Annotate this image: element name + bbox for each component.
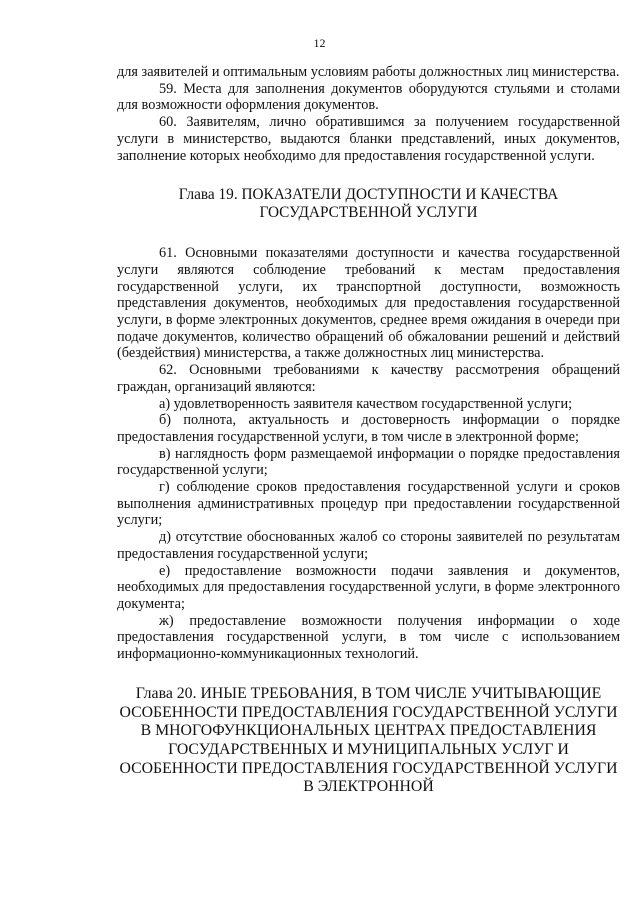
paragraph-61: 61. Основными показателями доступности и качества государственной услуги являются соблюдение требований к местам предоставления государственной услуги, их транспортной доступности, возможность представления документов, необходимых для предоставления государственной услуги, в форме электронных документов, среднее время ожидания в очереди при подаче документов, количество обращений об обжаловании решений и действий (бездействия) министерства, а также должностных лиц министерства. [117,245,620,362]
list-item-e: е) предоставление возможности подачи заявления и документов, необходимых для предоставления государственной услуги, в форме электронного документа; [117,562,620,612]
paragraph-62: 62. Основными требованиями к качеству рассмотрения обращений граждан, организаций являются: [117,362,620,395]
list-item-v: в) наглядность форм размещаемой информации о порядке предоставления государственной услуги; [117,445,620,479]
page-number: 12 [313,36,326,50]
list-item-b: б) полнота, актуальность и достоверность информации о порядке предоставления государственной услуги, в том числе в электронной форме; [117,412,620,445]
chapter-19-heading: Глава 19. ПОКАЗАТЕЛИ ДОСТУПНОСТИ И КАЧЕСТВА ГОСУДАРСТВЕННОЙ УСЛУГИ [178,186,559,222]
list-item-zh: ж) предоставление возможности получения информации о ходе предоставления государственной услуги, в том числе с использованием информационно-коммуникационных технологий. [117,612,620,663]
paragraph-60: 60. Заявителям, лично обратившимся за получением государственной услуги в министерство, выдаются бланки представлений, иных документов, заполнение которых необходимо для предоставления государственной услуги. [117,114,620,164]
list-item-d: д) отсутствие обоснованных жалоб со стороны заявителей по результатам предоставления государственной услуги; [117,529,620,562]
chapter-20-heading: Глава 20. ИНЫЕ ТРЕБОВАНИЯ, В ТОМ ЧИСЛЕ УЧИТЫВАЮЩИЕ ОСОБЕННОСТИ ПРЕДОСТАВЛЕНИЯ ГОСУДАРСТВЕННОЙ УСЛУГИ В МНОГОФУНКЦИОНАЛЬНЫХ ЦЕНТРАХ ПРЕДОСТАВЛЕНИЯ ГОСУДАРСТВЕННЫХ И МУНИЦИПАЛЬНЫХ УСЛУГ И ОСОБЕННОСТИ ПРЕДОСТАВЛЕНИЯ ГОСУДАРСТВЕННОЙ УСЛУГИ В ЭЛЕКТРОННОЙ [119,684,618,796]
document-body [117,64,620,797]
list-item-g: г) соблюдение сроков предоставления государственной услуги и сроков выполнения административных процедур при предоставлении государственной услуги; [117,479,620,529]
list-item-a: а) удовлетворенность заявителя качеством государственной услуги; [159,395,573,412]
paragraph-59: 59. Места для заполнения документов оборудуются стульями и столами для возможности оформления документов. [117,80,620,114]
paragraph-continuation: для заявителей и оптимальным условиям работы должностных лиц министерства. [117,64,620,80]
